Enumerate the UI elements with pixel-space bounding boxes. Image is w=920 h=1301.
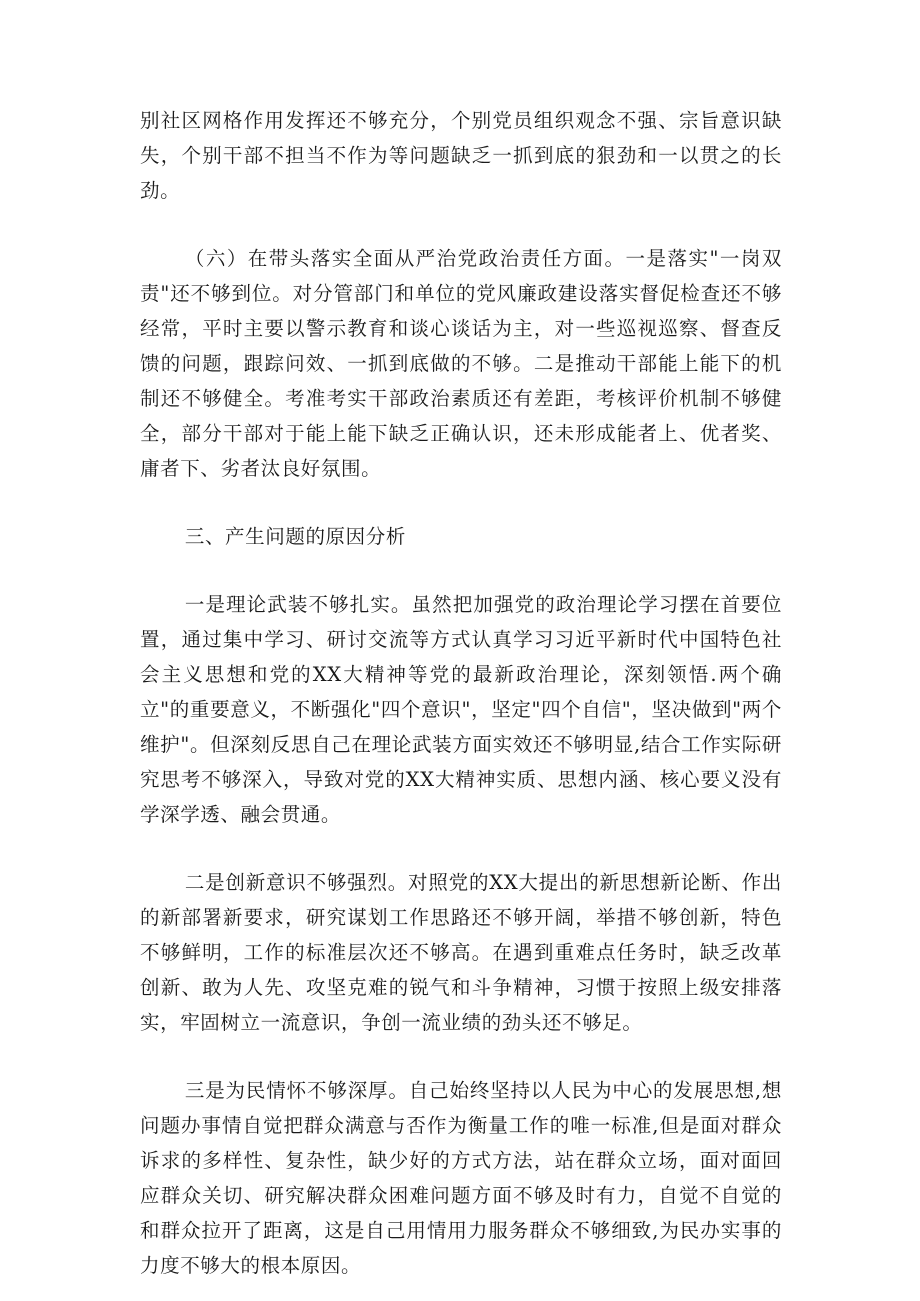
paragraph-theory: 一是理论武装不够扎实。虽然把加强党的政治理论学习摆在首要位置，通过集中学习、研讨交流等方式认真学习习近平新时代中国特色社会主义思想和党的XX大精神等党的最新政治理论，深刻领悟.两个确立"的重要意义，不断强化"四个意识"，坚定"四个自信"，坚决做到"两个维护"。但深刻反思自己在理论武装方面实效还不够明显,结合工作实际研究思考不够深入，导致对党的XX大精神实质、思想内涵、核心要义没有学深学透、融会贯通。 xyxy=(140,593,782,826)
section-heading: 三、产生问题的原因分析 xyxy=(184,525,406,548)
paragraph-innovation: 二是创新意识不够强烈。对照党的XX大提出的新思想新论断、作出的新部署新要求，研究谋划工作思路还不够开阔，举措不够创新，特色不够鲜明，工作的标准层次还不够高。在遇到重难点任务时，缺乏改革创新、敢为人先、攻坚克难的锐气和斗争精神，习惯于按照上级安排落实，牢固树立一流意识，争创一流业绩的劲头还不够足。 xyxy=(140,871,782,1034)
paragraph-section-six: （六）在带头落实全面从严治党政治责任方面。一是落实"一岗双责"还不够到位。对分管部门和单位的党风廉政建设落实督促检查还不够经常，平时主要以警示教育和谈心谈话为主，对一些巡视巡察、督查反馈的问题，跟踪问效、一抓到底做的不够。二是推动干部能上能下的机制还不够健全。考准考实干部政治素质还有差距，考核评价机制不够健全，部分干部对于能上能下缺乏正确认识，还未形成能者上、优者奖、庸者下、劣者汰良好氛围。 xyxy=(140,247,782,480)
paragraph-people: 三是为民情怀不够深厚。自己始终坚持以人民为中心的发展思想,想问题办事情自觉把群众满意与否作为衡量工作的唯一标准,但是面对群众诉求的多样性、复杂性，缺少好的方式方法，站在群众立场，面对面回应群众关切、研究解决群众困难问题方面不够及时有力，自觉不自觉的和群众拉开了距离，这是自己用情用力服务群众不够细致,为民办实事的力度不够大的根本原因。 xyxy=(140,1079,782,1277)
paragraph-community-grid: 别社区网格作用发挥还不够充分，个别党员组织观念不强、宗旨意识缺失，个别干部不担当不作为等问题缺乏一抓到底的狠劲和一以贯之的长劲。 xyxy=(140,109,782,202)
